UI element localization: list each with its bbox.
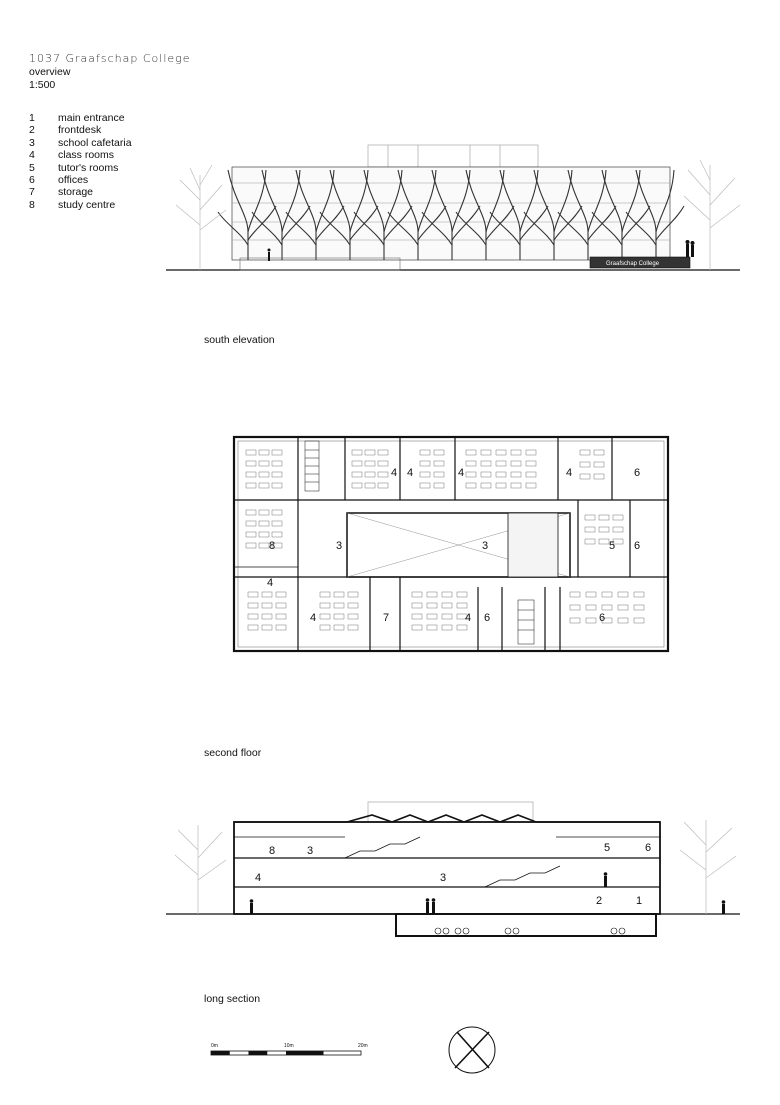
legend-item: 5 tutor's rooms xyxy=(29,161,119,174)
section-caption: long section xyxy=(204,993,261,1005)
section-label: 8 xyxy=(269,845,276,857)
legend-item: 7 storage xyxy=(29,186,94,199)
plan-furniture xyxy=(246,450,644,630)
project-title: 1037 Graafschap College xyxy=(29,52,191,65)
plan-label: 7 xyxy=(383,612,390,624)
section-label: 4 xyxy=(255,872,262,884)
section-label: 2 xyxy=(596,895,603,907)
long-section xyxy=(166,802,740,936)
section-tree-right xyxy=(680,820,736,914)
north-arrow-icon xyxy=(449,1027,495,1073)
plan-label: 6 xyxy=(484,612,491,624)
section-figures xyxy=(250,872,726,914)
section-room-labels xyxy=(255,842,651,907)
section-label: 3 xyxy=(307,845,314,857)
plan-label: 4 xyxy=(391,467,398,479)
south-elevation xyxy=(166,145,740,270)
section-label: 5 xyxy=(604,842,611,854)
sheet-title: overview xyxy=(29,66,71,78)
plan-label: 4 xyxy=(465,612,472,624)
legend-item: 2 frontdesk xyxy=(29,124,102,137)
plan-label: 6 xyxy=(599,612,606,624)
scale-label: 10m xyxy=(284,1043,294,1049)
plan-label: 6 xyxy=(634,467,641,479)
plan-room-labels xyxy=(267,467,640,624)
legend-item: 1 main entrance xyxy=(29,112,125,124)
drawing-scale: 1:500 xyxy=(29,79,56,91)
sign-text: Graafschap College xyxy=(606,261,660,267)
legend-item: 4 class rooms xyxy=(29,149,115,162)
scale-bar xyxy=(211,1043,368,1055)
elevation-caption: south elevation xyxy=(204,334,275,346)
section-label: 3 xyxy=(440,872,447,884)
plan-caption: second floor xyxy=(204,747,262,759)
plan-label: 4 xyxy=(407,467,414,479)
roof-structure xyxy=(368,145,538,167)
background-tree-left xyxy=(176,165,226,270)
legend-item: 6 offices xyxy=(29,174,89,187)
legend-item: 8 study centre xyxy=(29,198,116,211)
section-label: 6 xyxy=(645,842,652,854)
legend-item: 3 school cafetaria xyxy=(29,136,132,149)
plan-label: 4 xyxy=(267,577,274,589)
scale-label: 20m xyxy=(358,1043,368,1049)
plan-label: 6 xyxy=(634,540,641,552)
basement-bicycles xyxy=(435,928,625,934)
section-label: 1 xyxy=(636,895,643,907)
plan-label: 8 xyxy=(269,540,276,552)
plan-label: 3 xyxy=(482,540,489,552)
plan-label: 5 xyxy=(609,540,616,552)
section-tree-left xyxy=(175,825,226,914)
plan-label: 4 xyxy=(458,467,465,479)
scale-label: 0m xyxy=(211,1043,218,1049)
plan-label: 4 xyxy=(566,467,573,479)
plan-label: 4 xyxy=(310,612,317,624)
plan-label: 3 xyxy=(336,540,343,552)
